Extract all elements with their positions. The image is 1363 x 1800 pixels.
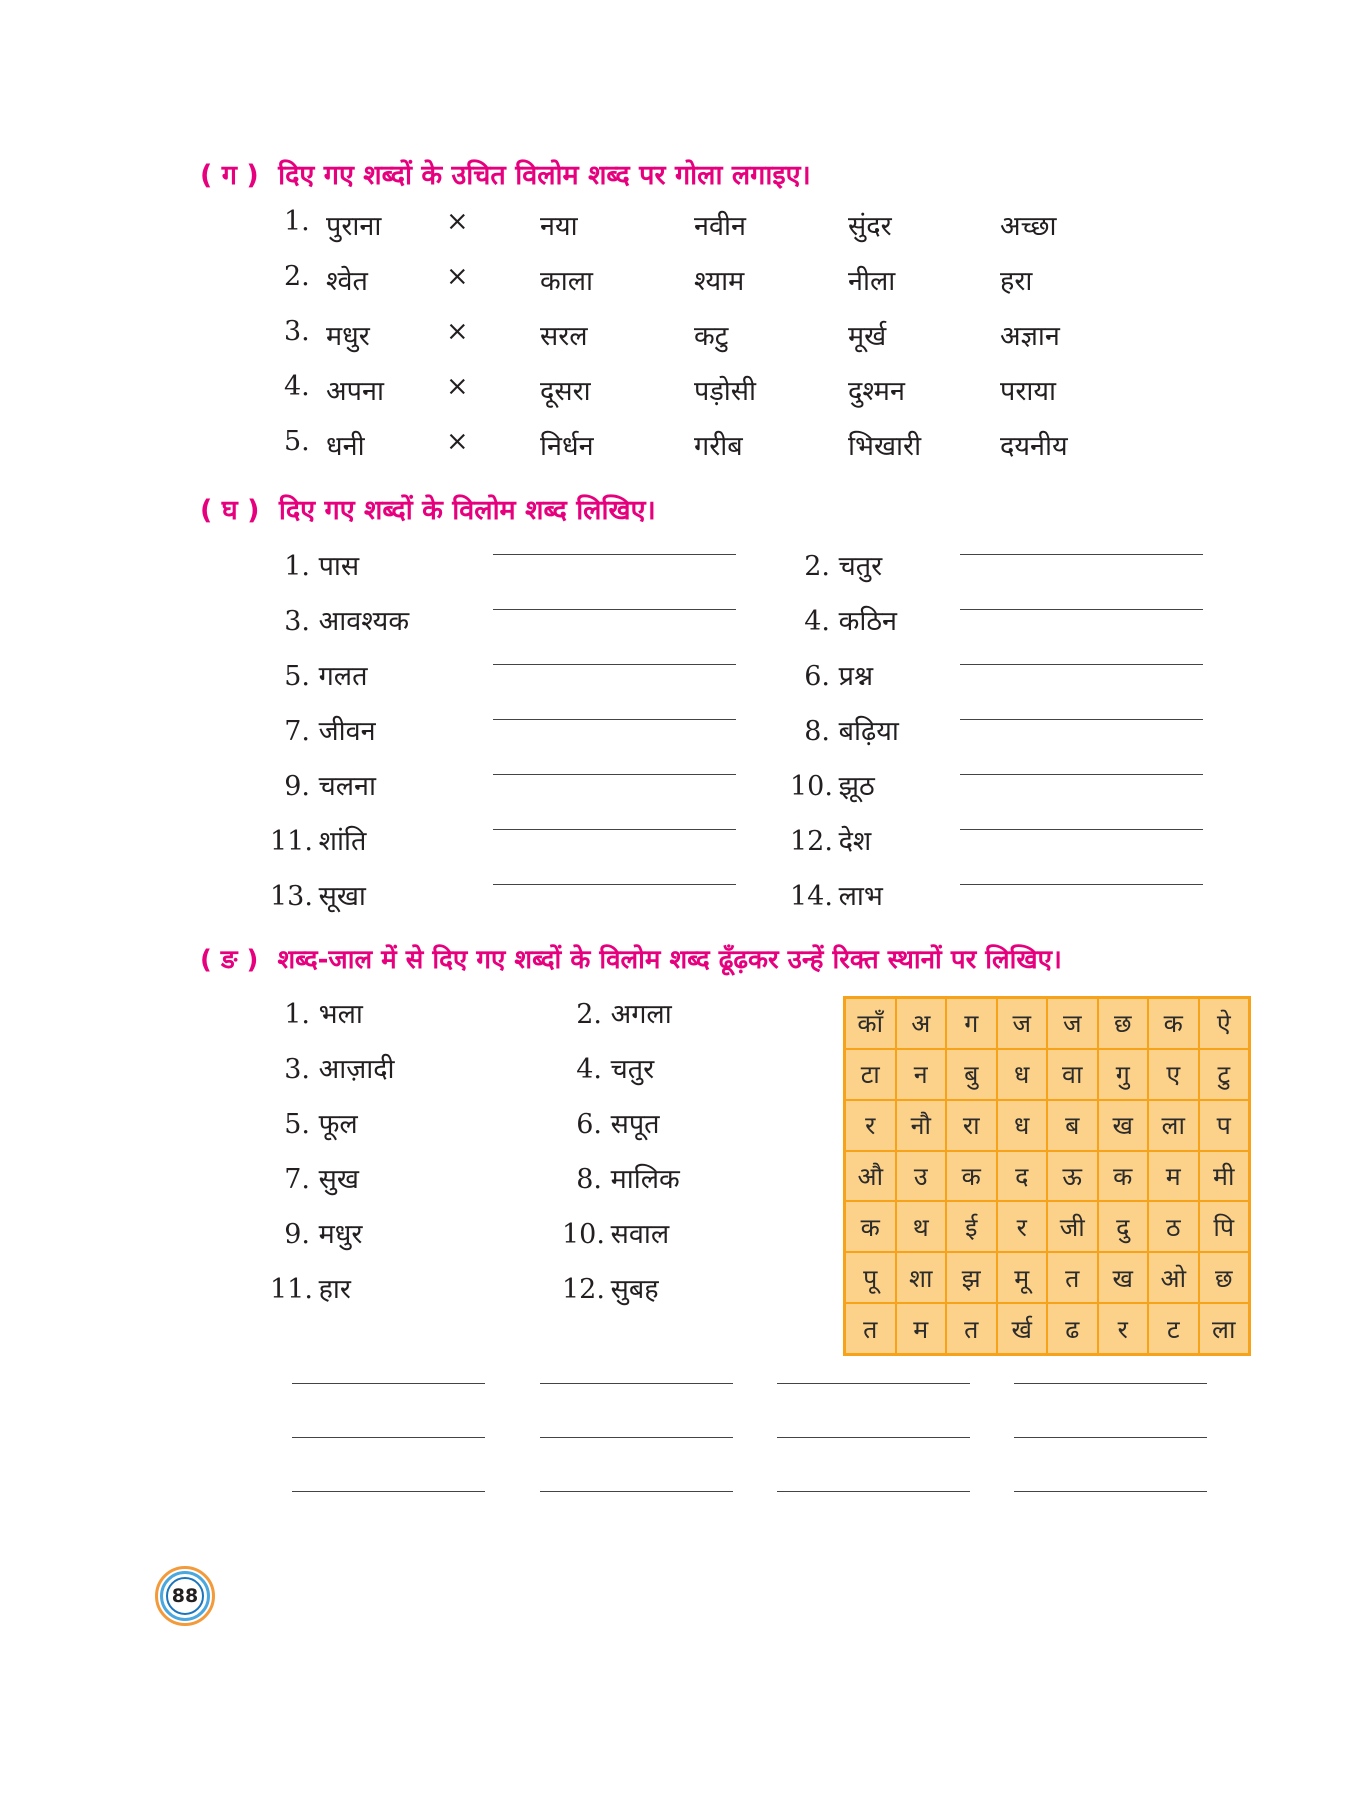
- gha-num: 2.: [804, 551, 830, 582]
- grid-cell[interactable]: र: [845, 1100, 896, 1151]
- nga-item: [562, 1214, 669, 1251]
- ga-row-num: 2.: [284, 261, 310, 292]
- nga-word: हार: [318, 1274, 351, 1305]
- nga-num: 9.: [284, 1219, 310, 1250]
- grid-cell[interactable]: थ: [896, 1201, 947, 1252]
- grid-cell[interactable]: ग: [946, 998, 997, 1049]
- grid-cell[interactable]: त: [845, 1303, 896, 1354]
- nga-item: [270, 1269, 351, 1306]
- answer-line[interactable]: [1014, 1491, 1207, 1492]
- nga-num: 10.: [562, 1219, 605, 1250]
- nga-word: चतुर: [610, 1054, 655, 1085]
- gha-num: 4.: [804, 606, 830, 637]
- gha-num: 3.: [284, 606, 310, 637]
- grid-cell[interactable]: ओ: [1148, 1252, 1199, 1303]
- gha-item: [790, 821, 871, 858]
- nga-item: [270, 994, 363, 1031]
- nga-item: [270, 1214, 362, 1251]
- gha-num: 13.: [270, 881, 313, 912]
- grid-cell[interactable]: पू: [845, 1252, 896, 1303]
- grid-cell[interactable]: ठ: [1148, 1201, 1199, 1252]
- grid-cell[interactable]: म: [1148, 1151, 1199, 1202]
- gha-num: 9.: [284, 771, 310, 802]
- nga-num: 2.: [576, 999, 602, 1030]
- ga-option[interactable]: नया: [540, 211, 578, 242]
- gha-item: [790, 546, 882, 583]
- gha-word: जीवन: [318, 716, 376, 747]
- nga-word: सुबह: [610, 1274, 659, 1305]
- grid-cell[interactable]: त: [946, 1303, 997, 1354]
- grid-cell[interactable]: ख: [1098, 1100, 1149, 1151]
- ga-option[interactable]: दूसरा: [540, 376, 591, 407]
- ga-option[interactable]: पराया: [1000, 376, 1057, 407]
- grid-cell[interactable]: जी: [1047, 1201, 1098, 1252]
- answer-line[interactable]: [292, 1383, 485, 1384]
- gha-item: [790, 766, 875, 803]
- page-number: 88: [166, 1577, 204, 1615]
- grid-cell[interactable]: ऐ: [1199, 998, 1250, 1049]
- grid-cell[interactable]: द: [997, 1151, 1048, 1202]
- grid-cell[interactable]: काँ: [845, 998, 896, 1049]
- gha-item: [270, 766, 376, 803]
- grid-cell[interactable]: प: [1199, 1100, 1250, 1151]
- ga-option[interactable]: अच्छा: [1000, 211, 1057, 242]
- cross-mark: ×: [446, 206, 469, 237]
- nga-num: 1.: [284, 999, 310, 1030]
- gha-num: 5.: [284, 661, 310, 692]
- answer-line[interactable]: [493, 884, 736, 885]
- ga-option[interactable]: मूर्ख: [848, 321, 887, 352]
- grid-cell[interactable]: ट: [1148, 1303, 1199, 1354]
- grid-cell[interactable]: वा: [1047, 1049, 1098, 1100]
- grid-cell[interactable]: ढ: [1047, 1303, 1098, 1354]
- gha-word: कठिन: [838, 606, 897, 637]
- ga-option[interactable]: श्याम: [694, 266, 745, 297]
- gha-item: [270, 711, 376, 748]
- ga-option[interactable]: नवीन: [694, 211, 746, 242]
- section-gha-letter: ( घ ): [200, 495, 260, 526]
- nga-item: [270, 1049, 395, 1086]
- answer-line[interactable]: [540, 1383, 733, 1384]
- section-nga-heading: [200, 940, 1062, 976]
- grid-cell[interactable]: ख: [1098, 1252, 1149, 1303]
- ga-row-num: 4.: [284, 371, 310, 402]
- gha-word: शांति: [318, 826, 367, 857]
- nga-num: 3.: [284, 1054, 310, 1085]
- answer-line[interactable]: [960, 774, 1203, 775]
- gha-item: [790, 711, 899, 748]
- grid-cell[interactable]: म: [896, 1303, 947, 1354]
- grid-cell[interactable]: ई: [946, 1201, 997, 1252]
- answer-line[interactable]: [292, 1491, 485, 1492]
- answer-line[interactable]: [777, 1491, 970, 1492]
- section-ga-title: दिए गए शब्दों के उचित विलोम शब्द पर गोला लगाइए।: [278, 160, 811, 191]
- gha-item: [270, 601, 409, 638]
- ga-option[interactable]: पड़ोसी: [694, 376, 757, 407]
- answer-line[interactable]: [777, 1383, 970, 1384]
- grid-cell[interactable]: ज: [1047, 998, 1098, 1049]
- answer-line[interactable]: [292, 1437, 485, 1438]
- nga-num: 7.: [284, 1164, 310, 1195]
- answer-line[interactable]: [493, 829, 736, 830]
- grid-cell[interactable]: ज: [997, 998, 1048, 1049]
- nga-word: फूल: [318, 1109, 358, 1140]
- grid-cell[interactable]: क: [845, 1201, 896, 1252]
- gha-num: 8.: [804, 716, 830, 747]
- answer-line[interactable]: [493, 774, 736, 775]
- section-nga-letter: ( ङ ): [200, 945, 259, 975]
- ga-option[interactable]: हरा: [1000, 266, 1033, 297]
- ga-option[interactable]: सरल: [540, 321, 588, 352]
- nga-word: मधुर: [318, 1219, 363, 1250]
- page-number-badge: [155, 1566, 215, 1626]
- cross-mark: ×: [446, 426, 469, 457]
- grid-cell[interactable]: झ: [946, 1252, 997, 1303]
- gha-item: [790, 601, 897, 638]
- ga-option[interactable]: सुंदर: [848, 211, 892, 242]
- gha-num: 11.: [270, 826, 313, 857]
- answer-line[interactable]: [777, 1437, 970, 1438]
- nga-item: [562, 1159, 680, 1196]
- answer-line[interactable]: [493, 664, 736, 665]
- grid-cell[interactable]: र: [1098, 1303, 1149, 1354]
- ga-row-word: धनी: [326, 431, 365, 462]
- answer-line[interactable]: [493, 554, 736, 555]
- cross-mark: ×: [446, 371, 469, 402]
- answer-line[interactable]: [960, 829, 1203, 830]
- gha-item: [270, 546, 359, 583]
- grid-cell[interactable]: छ: [1199, 1252, 1250, 1303]
- grid-cell[interactable]: ब: [1047, 1100, 1098, 1151]
- answer-line[interactable]: [493, 609, 736, 610]
- gha-word: चलना: [318, 771, 377, 802]
- nga-word: सुख: [318, 1164, 359, 1195]
- ga-option[interactable]: अज्ञान: [1000, 321, 1060, 352]
- ga-option[interactable]: भिखारी: [848, 431, 922, 462]
- nga-word: भला: [318, 999, 363, 1030]
- section-ga-letter: ( ग ): [200, 160, 259, 191]
- nga-word: अगला: [610, 999, 672, 1030]
- section-gha-heading: [200, 490, 656, 527]
- grid-cell[interactable]: क: [1098, 1151, 1149, 1202]
- gha-word: प्रश्न: [838, 661, 874, 692]
- nga-word: सपूत: [610, 1109, 660, 1140]
- nga-num: 11.: [270, 1274, 313, 1305]
- grid-cell[interactable]: ध: [997, 1049, 1048, 1100]
- nga-num: 5.: [284, 1109, 310, 1140]
- ga-option[interactable]: काला: [540, 266, 594, 297]
- nga-item: [270, 1104, 358, 1141]
- grid-cell[interactable]: टा: [845, 1049, 896, 1100]
- grid-cell[interactable]: र्ख: [997, 1303, 1048, 1354]
- gha-num: 7.: [284, 716, 310, 747]
- gha-num: 10.: [790, 771, 833, 802]
- grid-cell[interactable]: ध: [997, 1100, 1048, 1151]
- gha-num: 12.: [790, 826, 833, 857]
- gha-word: बढ़िया: [838, 716, 899, 747]
- gha-word: गलत: [318, 661, 368, 692]
- nga-item: [562, 994, 672, 1031]
- grid-cell[interactable]: र: [997, 1201, 1048, 1252]
- grid-cell[interactable]: ए: [1148, 1049, 1199, 1100]
- grid-cell[interactable]: उ: [896, 1151, 947, 1202]
- answer-line[interactable]: [960, 719, 1203, 720]
- section-gha-title: दिए गए शब्दों के विलोम शब्द लिखिए।: [278, 495, 656, 526]
- grid-cell[interactable]: क: [1148, 998, 1199, 1049]
- ga-row-word: मधुर: [326, 321, 370, 352]
- gha-word: देश: [838, 826, 872, 857]
- answer-line[interactable]: [540, 1491, 733, 1492]
- grid-cell[interactable]: रा: [946, 1100, 997, 1151]
- nga-item: [562, 1104, 660, 1141]
- grid-cell[interactable]: ला: [1148, 1100, 1199, 1151]
- ga-row-num: 1.: [284, 206, 310, 237]
- ga-row-num: 3.: [284, 316, 310, 347]
- answer-line[interactable]: [1014, 1437, 1207, 1438]
- grid-cell[interactable]: क: [946, 1151, 997, 1202]
- grid-cell[interactable]: बु: [946, 1049, 997, 1100]
- ga-option[interactable]: दुश्मन: [848, 376, 905, 407]
- answer-line[interactable]: [960, 884, 1203, 885]
- gha-item: [270, 876, 366, 913]
- gha-item: [790, 876, 883, 913]
- ga-row-word: श्वेत: [326, 266, 368, 297]
- gha-word: चतुर: [838, 551, 883, 582]
- grid-cell[interactable]: शा: [896, 1252, 947, 1303]
- gha-num: 6.: [804, 661, 830, 692]
- nga-num: 8.: [576, 1164, 602, 1195]
- grid-cell[interactable]: न: [896, 1049, 947, 1100]
- grid-cell[interactable]: टु: [1199, 1049, 1250, 1100]
- grid-cell[interactable]: त: [1047, 1252, 1098, 1303]
- nga-item: [562, 1269, 659, 1306]
- answer-line[interactable]: [540, 1437, 733, 1438]
- ga-option[interactable]: निर्धन: [540, 431, 594, 462]
- gha-num: 1.: [284, 551, 310, 582]
- gha-num: 14.: [790, 881, 833, 912]
- gha-item: [790, 656, 873, 693]
- grid-cell[interactable]: नौ: [896, 1100, 947, 1151]
- gha-word: सूखा: [318, 881, 366, 912]
- cross-mark: ×: [446, 261, 469, 292]
- section-ga-heading: [200, 155, 811, 192]
- ga-option[interactable]: दयनीय: [1000, 431, 1068, 462]
- grid-cell[interactable]: अ: [896, 998, 947, 1049]
- grid-cell[interactable]: औ: [845, 1151, 896, 1202]
- grid-cell[interactable]: ऊ: [1047, 1151, 1098, 1202]
- ga-row-num: 5.: [284, 426, 310, 457]
- gha-item: [270, 821, 366, 858]
- grid-cell[interactable]: ला: [1199, 1303, 1250, 1354]
- ga-row-word: अपना: [326, 376, 384, 407]
- nga-item: [270, 1159, 359, 1196]
- answer-line[interactable]: [960, 664, 1203, 665]
- ga-option[interactable]: कटु: [694, 321, 729, 352]
- section-nga-title: शब्द-जाल में से दिए गए शब्दों के विलोम शब्द ढूँढ़कर उन्हें रिक्त स्थानों पर लिखिए।: [277, 945, 1062, 975]
- ga-row-word: पुराना: [326, 211, 382, 242]
- gha-word: आवश्यक: [318, 606, 410, 637]
- nga-word: सवाल: [610, 1219, 670, 1250]
- grid-cell[interactable]: गु: [1098, 1049, 1149, 1100]
- grid-cell[interactable]: पि: [1199, 1201, 1250, 1252]
- nga-item: [562, 1049, 654, 1086]
- grid-cell[interactable]: छ: [1098, 998, 1149, 1049]
- answer-line[interactable]: [493, 719, 736, 720]
- grid-cell[interactable]: मू: [997, 1252, 1048, 1303]
- nga-word: मालिक: [610, 1164, 680, 1195]
- gha-word: पास: [318, 551, 360, 582]
- gha-word: लाभ: [838, 881, 883, 912]
- nga-num: 6.: [576, 1109, 602, 1140]
- grid-cell[interactable]: मी: [1199, 1151, 1250, 1202]
- grid-cell[interactable]: दु: [1098, 1201, 1149, 1252]
- answer-line[interactable]: [960, 554, 1203, 555]
- nga-word: आज़ादी: [318, 1054, 395, 1085]
- gha-word: झूठ: [838, 771, 875, 802]
- cross-mark: ×: [446, 316, 469, 347]
- gha-item: [270, 656, 368, 693]
- nga-num: 12.: [562, 1274, 605, 1305]
- word-search-grid: [843, 996, 1251, 1356]
- ga-option[interactable]: गरीब: [694, 431, 743, 462]
- answer-line[interactable]: [960, 609, 1203, 610]
- answer-line[interactable]: [1014, 1383, 1207, 1384]
- ga-option[interactable]: नीला: [848, 266, 896, 297]
- nga-num: 4.: [576, 1054, 602, 1085]
